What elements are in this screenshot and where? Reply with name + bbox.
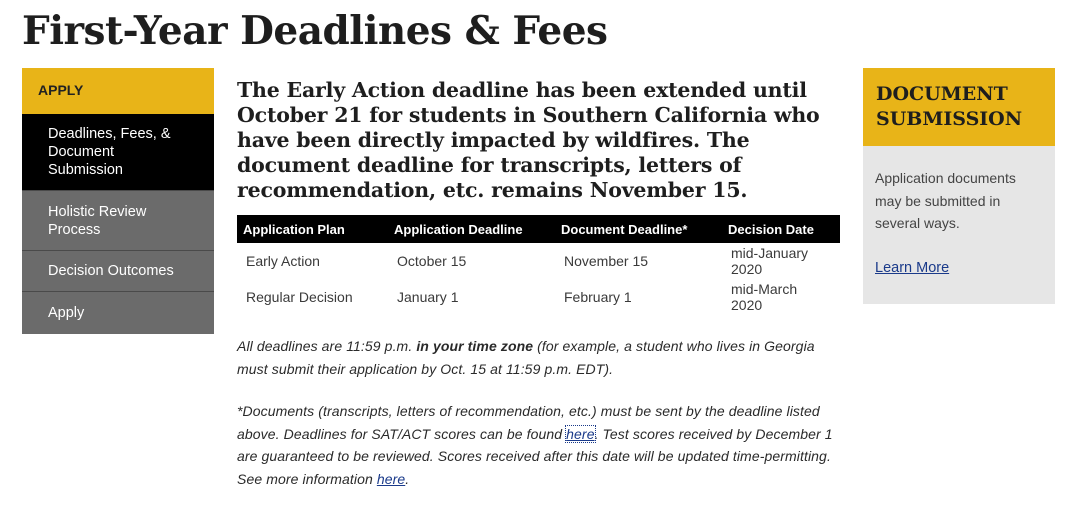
column-header: Application Plan	[237, 215, 388, 243]
note-text: (for example, a student who lives in Georgia must submit their application by Oct. 15 at 11:59 p.m. EDT).	[237, 338, 815, 377]
document-submission-body	[863, 146, 1055, 304]
sidebar-item-label: Apply	[48, 305, 85, 321]
column-header: Decision Date	[722, 215, 840, 243]
table-cell: February 1	[564, 289, 632, 305]
sidebar-item-apply[interactable]	[22, 292, 214, 334]
main-content	[237, 78, 840, 490]
table-cell: Regular Decision	[246, 289, 353, 305]
sidebar-item-holistic-review[interactable]	[22, 191, 214, 251]
more-information-link[interactable]: here	[376, 470, 406, 487]
wildfire-announcement: The Early Action deadline has been extended until October 21 for students in Southern California who have been directly impacted by wildfires. The document deadline for transcripts, letters of recommendation, etc. remains November 15.	[237, 78, 820, 202]
document-submission-title: DOCUMENT SUBMISSION	[863, 68, 1055, 146]
table-cell: October 15	[397, 253, 467, 269]
column-header: Document Deadline*	[555, 215, 722, 243]
column-header: Application Deadline	[388, 215, 555, 243]
table-cell: mid-January 2020	[731, 245, 809, 277]
note-text: All deadlines are 11:59 p.m.	[237, 338, 417, 354]
sidebar-header-apply[interactable]: APPLY	[22, 68, 214, 114]
note-text: *Documents (transcripts, letters of recommendation, etc.) must be sent by the deadline listed above. Deadlines for SAT/ACT scores can be found	[237, 403, 820, 442]
table-row	[237, 243, 840, 279]
documents-note	[237, 400, 840, 490]
sidebar-item-label: Holistic Review Process	[48, 203, 147, 238]
note-emphasis: in your time zone	[416, 338, 534, 354]
sat-act-deadlines-link[interactable]: here	[566, 425, 595, 442]
table-cell: mid-March 2020	[731, 281, 798, 313]
sidebar-item-label: Decision Outcomes	[48, 263, 174, 279]
table-cell: November 15	[564, 253, 649, 269]
document-submission-box	[863, 68, 1055, 304]
table-row	[237, 279, 840, 315]
page-title: First-Year Deadlines & Fees	[22, 8, 608, 54]
learn-more-link[interactable]: Learn More	[875, 259, 950, 276]
note-text: .	[405, 470, 410, 487]
deadlines-table	[237, 215, 840, 315]
table-cell: January 1	[397, 289, 459, 305]
sidebar-nav	[22, 68, 214, 334]
sidebar-item-deadlines-fees[interactable]	[22, 114, 214, 191]
sidebar-item-label: Deadlines, Fees, & Document Submission	[48, 126, 171, 178]
time-zone-note	[237, 335, 840, 380]
note-text: . Test scores received by December 1 are guaranteed to be reviewed. Scores received after this date will be updated time-permitting. See more information	[237, 425, 833, 487]
document-submission-text: Application documents may be submitted in several ways.	[875, 170, 1016, 231]
table-header-row	[237, 215, 840, 243]
table-cell: Early Action	[246, 253, 320, 269]
sidebar-item-decision-outcomes[interactable]	[22, 251, 214, 292]
